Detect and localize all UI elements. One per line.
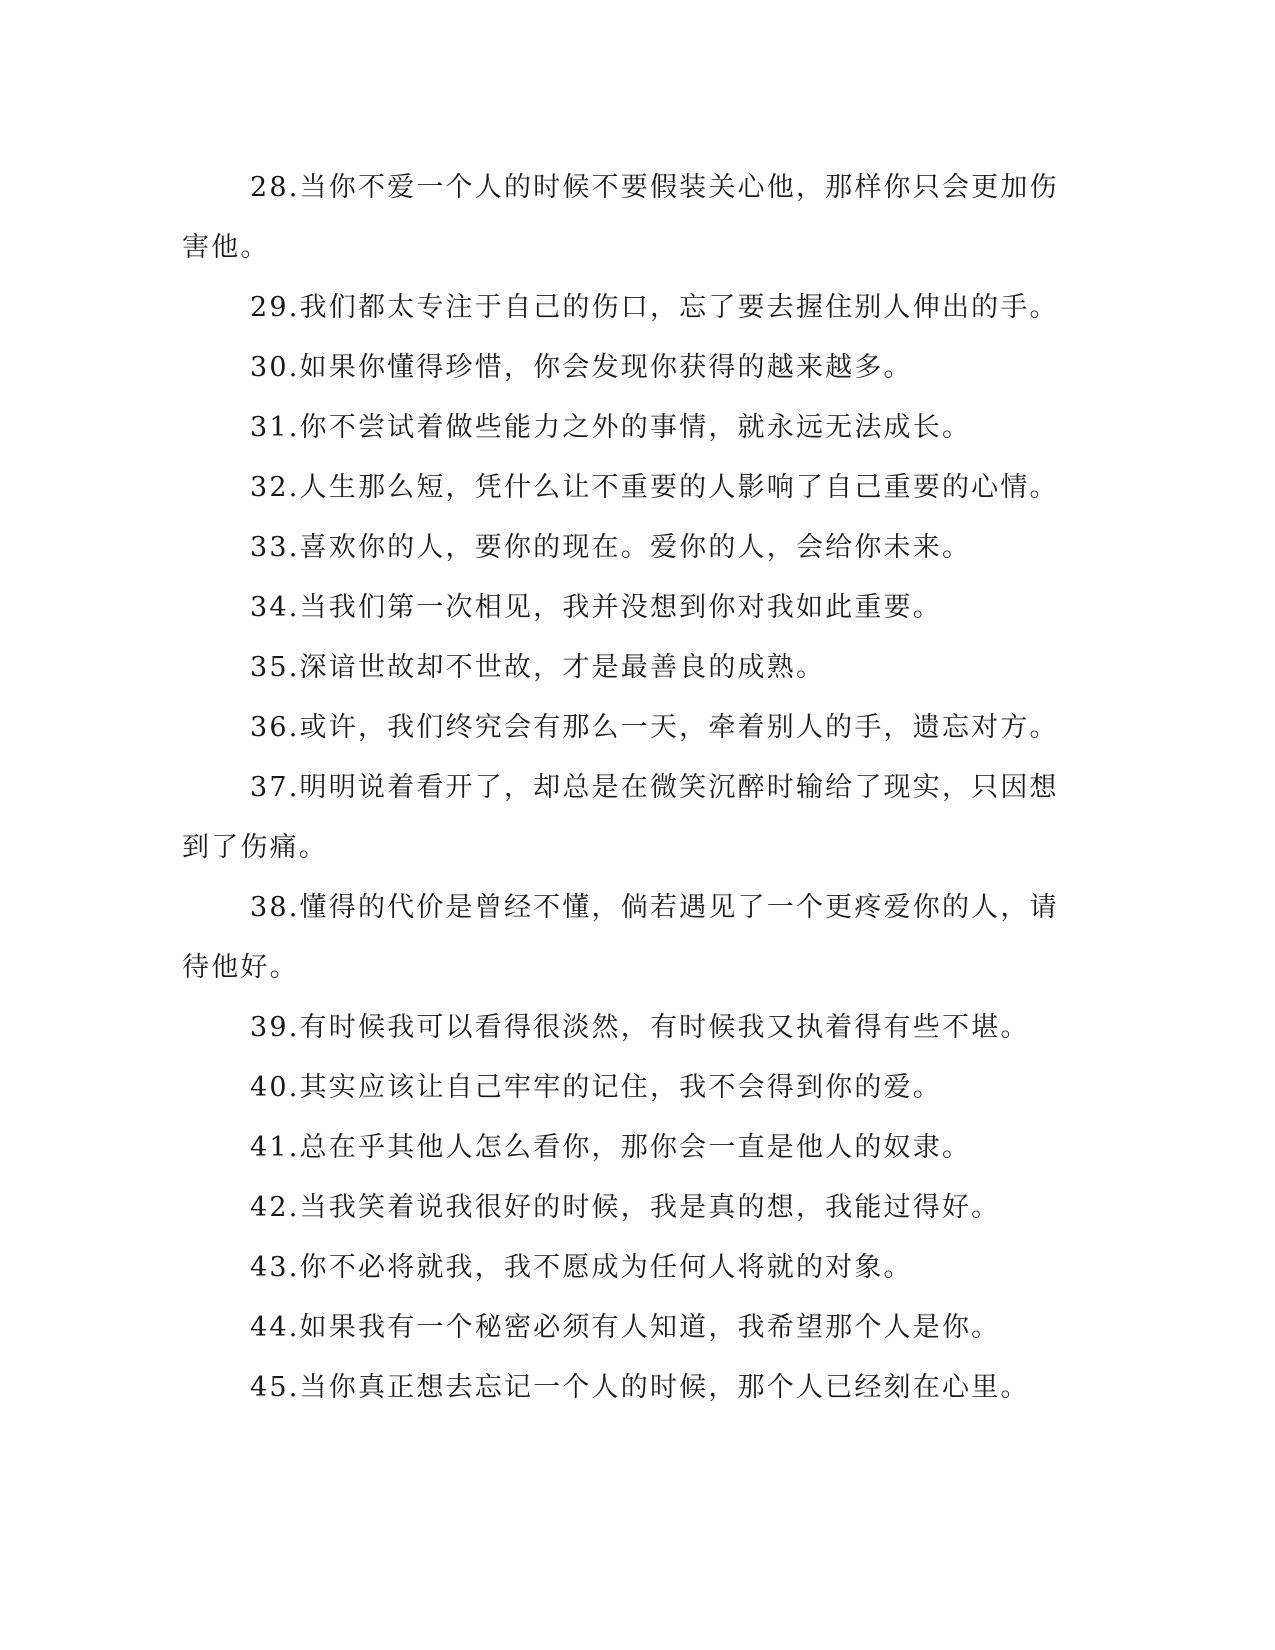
paragraph-35: 35.深谙世故却不世故，才是最善良的成熟。 xyxy=(250,652,826,683)
paragraph-45: 45.当你真正想去忘记一个人的时候，那个人已经刻在心里。 xyxy=(250,1372,1030,1403)
paragraph-29: 29.我们都太专注于自己的伤口，忘了要去握住别人伸出的手。 xyxy=(250,292,1059,323)
paragraph-38: 38.懂得的代价是曾经不懂，倘若遇见了一个更疼爱你的人，请待他好。 xyxy=(182,892,1059,983)
paragraph-28: 28.当你不爱一个人的时候不要假装关心他，那样你只会更加伤害他。 xyxy=(182,172,1059,263)
paragraph-34: 34.当我们第一次相见，我并没想到你对我如此重要。 xyxy=(250,592,942,623)
paragraph-31: 31.你不尝试着做些能力之外的事情，就永远无法成长。 xyxy=(250,412,972,443)
document-body xyxy=(182,158,1070,1418)
paragraph-37: 37.明明说着看开了，却总是在微笑沉醉时输给了现实，只因想到了伤痛。 xyxy=(182,772,1059,863)
paragraph-44: 44.如果我有一个秘密必须有人知道，我希望那个人是你。 xyxy=(250,1312,1001,1343)
paragraph-30: 30.如果你懂得珍惜，你会发现你获得的越来越多。 xyxy=(250,352,913,383)
paragraph-32: 32.人生那么短，凭什么让不重要的人影响了自己重要的心情。 xyxy=(250,472,1059,503)
paragraph-40: 40.其实应该让自己牢牢的记住，我不会得到你的爱。 xyxy=(250,1072,942,1103)
paragraph-33: 33.喜欢你的人，要你的现在。爱你的人，会给你未来。 xyxy=(250,532,972,563)
paragraph-42: 42.当我笑着说我很好的时候，我是真的想，我能过得好。 xyxy=(250,1192,1001,1223)
paragraph-43: 43.你不必将就我，我不愿成为任何人将就的对象。 xyxy=(250,1252,913,1283)
paragraph-36: 36.或许，我们终究会有那么一天，牵着别人的手，遗忘对方。 xyxy=(250,712,1059,743)
paragraph-39: 39.有时候我可以看得很淡然，有时候我又执着得有些不堪。 xyxy=(250,1012,1030,1043)
paragraph-41: 41.总在乎其他人怎么看你，那你会一直是他人的奴隶。 xyxy=(250,1132,972,1163)
